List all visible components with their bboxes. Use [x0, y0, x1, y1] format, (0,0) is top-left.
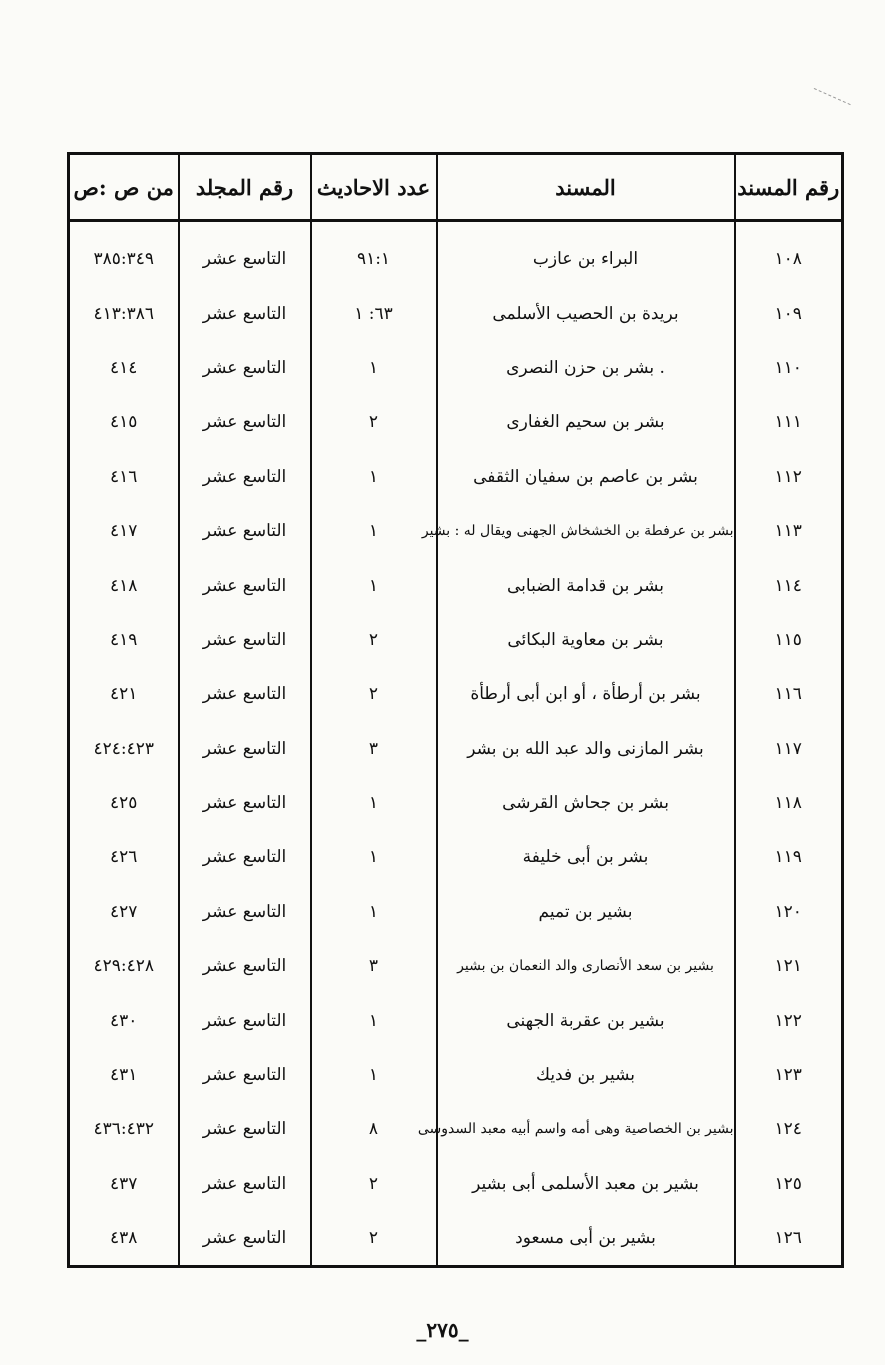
cell-pages: ٤٢٤:٤٢٣: [93, 738, 154, 759]
cell-pages: ٤٢١: [110, 684, 138, 705]
cell-musnad-name: . بشر بن حزن النصرى: [437, 341, 735, 395]
cell-volume: التاسع عشر: [179, 722, 311, 776]
cell-musnad-number: ١١٧: [735, 722, 843, 776]
table-row: [69, 504, 843, 558]
cell-musnad-name: بشر بن قدامة الضبابى: [437, 558, 735, 612]
table-row: [69, 667, 843, 721]
cell-hadith-count: ٣: [311, 722, 437, 776]
table-row: [69, 1157, 843, 1211]
table-row: [69, 221, 843, 287]
header-musnad: المسند: [437, 154, 735, 221]
cell-volume: التاسع عشر: [179, 1157, 311, 1211]
cell-hadith-count: ١: [311, 993, 437, 1047]
cell-volume: التاسع عشر: [179, 341, 311, 395]
cell-pages: ٤١٩: [110, 629, 138, 650]
cell-pages: ٤٣٦:٤٣٢: [93, 1119, 154, 1140]
cell-musnad-number: ١١٠: [735, 341, 843, 395]
cell-pages: ٤٢٧: [110, 901, 138, 922]
header-hadith-count: عدد الاحاديث: [311, 154, 437, 221]
cell-hadith-count: ٢: [311, 667, 437, 721]
header-volume: رقم المجلد: [179, 154, 311, 221]
cell-hadith-count: ١: [311, 776, 437, 830]
cell-pages: ٤٢٩:٤٢٨: [93, 956, 154, 977]
cell-musnad-number: ١٢٦: [735, 1211, 843, 1267]
cell-pages: ٤٣١: [110, 1065, 138, 1086]
cell-pages: ٣٨٥:٣٤٩: [93, 249, 154, 270]
table-row: [69, 830, 843, 884]
cell-musnad-name: بشر بن جحاش القرشى: [437, 776, 735, 830]
cell-musnad-name: بشر بن عاصم بن سفيان الثقفى: [437, 450, 735, 504]
cell-musnad-number: ١٢١: [735, 939, 843, 993]
page-number: _٢٧٥_: [416, 1318, 469, 1342]
cell-musnad-name: بشير بن فديك: [437, 1048, 735, 1102]
cell-musnad-name: بشير بن عقربة الجهنى: [437, 993, 735, 1047]
cell-musnad-number: ١٢٢: [735, 993, 843, 1047]
cell-hadith-count: ٣: [311, 939, 437, 993]
cell-musnad-name: بشر بن عرفطة بن الخشخاش الجهنى ويقال له : بشير: [437, 504, 735, 558]
cell-volume: التاسع عشر: [179, 221, 311, 287]
table-row: [69, 286, 843, 340]
cell-volume: التاسع عشر: [179, 450, 311, 504]
cell-musnad-name: بشير بن معبد الأسلمى أبى بشير: [437, 1157, 735, 1211]
table-row: [69, 722, 843, 776]
table-row: [69, 939, 843, 993]
cell-hadith-count: ٨: [311, 1102, 437, 1156]
header-musnad-number: رقم المسند: [735, 154, 843, 221]
table-row: [69, 993, 843, 1047]
cell-musnad-name: بشر بن سحيم الغفارى: [437, 395, 735, 449]
cell-pages: ٤٣٠: [110, 1010, 138, 1031]
cell-hadith-count: ١: [311, 558, 437, 612]
cell-musnad-name: بشر بن أرطأة ، أو ابن أبى أرطأة: [437, 667, 735, 721]
cell-pages: ٤١٥: [110, 412, 138, 433]
cell-pages: ٤٢٥: [110, 793, 138, 814]
cell-musnad-number: ١٠٩: [735, 286, 843, 340]
table-row: [69, 558, 843, 612]
table-row: [69, 1048, 843, 1102]
cell-musnad-number: ١١٥: [735, 613, 843, 667]
cell-musnad-number: ١١٢: [735, 450, 843, 504]
table-row: [69, 1211, 843, 1267]
cell-pages: ٤٣٧: [110, 1173, 138, 1194]
cell-musnad-name: بشير بن الخصاصية وهى أمه واسم أبيه معبد السدوسى: [437, 1102, 735, 1156]
table-row: [69, 395, 843, 449]
cell-volume: التاسع عشر: [179, 1048, 311, 1102]
cell-volume: التاسع عشر: [179, 667, 311, 721]
cell-volume: التاسع عشر: [179, 286, 311, 340]
table-row: [69, 613, 843, 667]
cell-musnad-name: بريدة بن الحصيب الأسلمى: [437, 286, 735, 340]
cell-pages: ٤١٣:٣٨٦: [93, 303, 154, 324]
header-pages: من ص :ص: [69, 154, 179, 221]
cell-pages: ٤١٨: [110, 575, 138, 596]
cell-musnad-name: بشر بن معاوية البكائى: [437, 613, 735, 667]
page-corner-mark: [813, 88, 850, 106]
cell-hadith-count: ١: [311, 450, 437, 504]
cell-musnad-number: ١٢٠: [735, 885, 843, 939]
cell-musnad-name: بشر المازنى والد عبد الله بن بشر: [437, 722, 735, 776]
musnad-index-table-wrapper: [67, 152, 844, 1268]
cell-hadith-count: ٢: [311, 1211, 437, 1267]
cell-hadith-count: ١: [311, 830, 437, 884]
cell-musnad-number: ١٢٥: [735, 1157, 843, 1211]
cell-volume: التاسع عشر: [179, 830, 311, 884]
table-row: [69, 450, 843, 504]
cell-hadith-count: ١: [311, 341, 437, 395]
table-row: [69, 1102, 843, 1156]
table-row: [69, 776, 843, 830]
cell-pages: ٤٢٦: [110, 847, 138, 868]
cell-pages: ٤١٧: [110, 521, 138, 542]
cell-hadith-count: ٢: [311, 1157, 437, 1211]
cell-volume: التاسع عشر: [179, 776, 311, 830]
cell-pages: ٤١٦: [110, 466, 138, 487]
cell-musnad-number: ١٢٣: [735, 1048, 843, 1102]
cell-hadith-count: ١: [311, 885, 437, 939]
cell-volume: التاسع عشر: [179, 558, 311, 612]
cell-musnad-number: ١١١: [735, 395, 843, 449]
cell-musnad-name: بشير بن تميم: [437, 885, 735, 939]
cell-pages: ٤٣٨: [110, 1228, 138, 1249]
table-header-row: [69, 154, 843, 221]
cell-musnad-name: بشير بن سعد الأنصارى والد النعمان بن بشير: [437, 939, 735, 993]
cell-pages: ٤١٤: [110, 357, 138, 378]
table-row: [69, 341, 843, 395]
cell-hadith-count: ١: [311, 1048, 437, 1102]
cell-volume: التاسع عشر: [179, 1102, 311, 1156]
cell-musnad-name: بشير بن أبى مسعود: [437, 1211, 735, 1267]
musnad-index-table: [67, 152, 844, 1268]
cell-hadith-count: ٩١:١: [311, 221, 437, 287]
cell-volume: التاسع عشر: [179, 395, 311, 449]
cell-musnad-number: ١٠٨: [735, 221, 843, 287]
cell-volume: التاسع عشر: [179, 993, 311, 1047]
cell-volume: التاسع عشر: [179, 504, 311, 558]
cell-volume: التاسع عشر: [179, 939, 311, 993]
cell-musnad-number: ١١٤: [735, 558, 843, 612]
cell-musnad-name: البراء بن عازب: [437, 221, 735, 287]
cell-musnad-number: ١١٦: [735, 667, 843, 721]
cell-volume: التاسع عشر: [179, 885, 311, 939]
cell-musnad-number: ١١٨: [735, 776, 843, 830]
cell-musnad-number: ١١٩: [735, 830, 843, 884]
table-row: [69, 885, 843, 939]
cell-volume: التاسع عشر: [179, 613, 311, 667]
cell-hadith-count: ٢: [311, 395, 437, 449]
cell-hadith-count: ١: [311, 504, 437, 558]
cell-musnad-number: ١١٣: [735, 504, 843, 558]
cell-volume: التاسع عشر: [179, 1211, 311, 1267]
cell-musnad-name: بشر بن أبى خليفة: [437, 830, 735, 884]
cell-hadith-count: ٦٣: ١: [311, 286, 437, 340]
cell-hadith-count: ٢: [311, 613, 437, 667]
cell-musnad-number: ١٢٤: [735, 1102, 843, 1156]
